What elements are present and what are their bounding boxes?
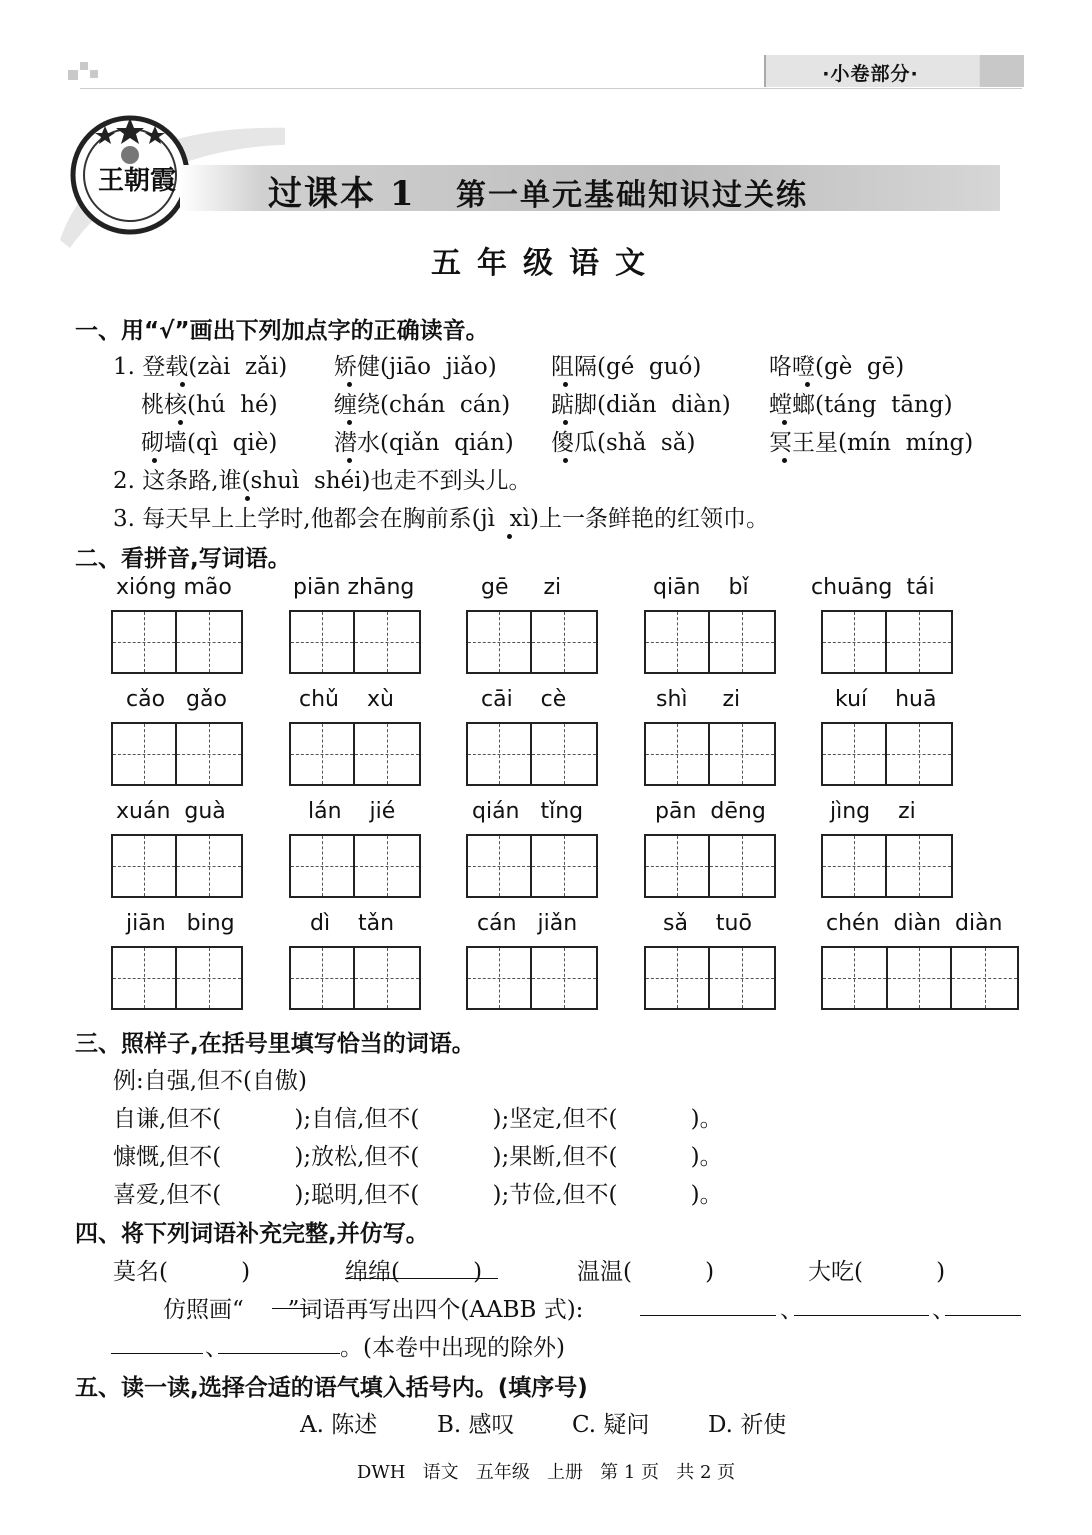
emphasis-dot <box>178 420 183 425</box>
inline-blank <box>272 1308 310 1309</box>
pinyin: chén diàn diàn <box>826 911 1003 936</box>
decor-square <box>80 62 88 70</box>
writing-grid[interactable] <box>466 834 598 898</box>
q5-option: B. 感叹 <box>437 1412 515 1438</box>
writing-grid[interactable] <box>644 610 776 674</box>
answer-blank[interactable] <box>218 1353 340 1354</box>
pinyin: qiān bǐ <box>653 575 749 600</box>
writing-grid[interactable] <box>644 834 776 898</box>
q2-heading: 二、看拼音,写词语。 <box>75 546 291 572</box>
q1-item: 踮脚(diǎn diàn) <box>551 392 731 418</box>
q1-item: 咯噔(gè gē) <box>769 354 905 380</box>
q4-note: 。(本卷中出现的除外) <box>340 1335 565 1361</box>
writing-grid[interactable] <box>821 834 953 898</box>
pinyin: chuāng tái <box>811 575 935 600</box>
unit-title: 第一单元基础知识过关练 <box>456 178 808 213</box>
q1-item: 缠绕(chán cán) <box>334 392 511 418</box>
emphasis-dot <box>245 496 250 501</box>
q3-heading: 三、照样子,在括号里填写恰当的词语。 <box>75 1031 475 1057</box>
q1-item: 桃核(hú hé) <box>141 392 278 418</box>
answer-blank[interactable] <box>640 1315 776 1316</box>
header-rule <box>80 88 1022 89</box>
q1-item: 傻瓜(shǎ sǎ) <box>551 430 696 456</box>
pinyin: qián tǐng <box>472 799 584 824</box>
q4-word-example: 绵绵( ) <box>345 1259 483 1285</box>
separator: 、 <box>205 1335 228 1361</box>
emphasis-dot <box>507 534 512 539</box>
emphasis-dot <box>347 458 352 463</box>
emphasis-dot <box>347 382 352 387</box>
q1-item: 冥王星(mín míng) <box>769 430 974 456</box>
q5-heading: 五、读一读,选择合适的语气填入括号内。(填序号) <box>75 1375 588 1401</box>
emphasis-dot <box>563 420 568 425</box>
q5-option: C. 疑问 <box>572 1412 650 1438</box>
q3-line: 自谦,但不( );自信,但不( );坚定,但不( )。 <box>113 1106 723 1132</box>
q3-line: 喜爱,但不( );聪明,但不( );节俭,但不( )。 <box>113 1182 723 1208</box>
pinyin: pān dēng <box>655 799 766 824</box>
q1-item: 2. 这条路,谁(shuì shéi)也走不到头儿。 <box>113 468 532 494</box>
writing-grid[interactable] <box>644 722 776 786</box>
emphasis-dot <box>152 458 157 463</box>
q1-heading: 一、用“√”画出下列加点字的正确读音。 <box>75 318 489 344</box>
logo-text: 王朝霞 <box>98 166 177 196</box>
separator: 、 <box>932 1297 955 1323</box>
q1-item: 砌墙(qì qiè) <box>141 430 278 456</box>
separator: 、 <box>780 1297 803 1323</box>
pinyin: piān zhāng <box>293 575 415 600</box>
pinyin: jìng zi <box>830 799 916 824</box>
q1-item: 矫健(jiāo jiǎo) <box>334 354 497 380</box>
pinyin: lán jié <box>308 799 396 824</box>
grade-subject: 五年级语文 <box>431 246 661 281</box>
pinyin: xuán guà <box>116 799 226 824</box>
example-underline <box>345 1278 498 1279</box>
writing-grid[interactable] <box>111 834 243 898</box>
q4-heading: 四、将下列词语补充完整,并仿写。 <box>75 1221 429 1247</box>
writing-grid[interactable] <box>289 946 421 1010</box>
emphasis-dot <box>805 382 810 387</box>
answer-blank[interactable] <box>945 1315 1021 1316</box>
writing-grid[interactable] <box>821 610 953 674</box>
q4-word: 大吃( ) <box>808 1259 946 1285</box>
emphasis-dot <box>782 458 787 463</box>
pinyin: gē zi <box>481 575 562 600</box>
pinyin: cán jiǎn <box>477 911 578 936</box>
writing-grid[interactable] <box>644 946 776 1010</box>
writing-grid[interactable] <box>466 610 598 674</box>
q1-item: 3. 每天早上上学时,他都会在胸前系(jì xì)上一条鲜艳的红领巾。 <box>113 506 769 532</box>
q5-option: A. 陈述 <box>300 1412 378 1438</box>
emphasis-dot <box>347 420 352 425</box>
writing-grid[interactable] <box>289 722 421 786</box>
q3-example: 例:自强,但不(自傲) <box>113 1068 308 1094</box>
q5-option: D. 祈使 <box>708 1412 787 1438</box>
pinyin: jiān bing <box>126 911 235 936</box>
q4-imitate-prompt: 仿照画“ ”词语再写出四个(AABB 式): <box>163 1297 584 1323</box>
pinyin: cǎo gǎo <box>126 687 227 712</box>
pinyin: kuí huā <box>835 687 937 712</box>
q4-word: 莫名( ) <box>113 1259 251 1285</box>
writing-grid[interactable] <box>111 610 243 674</box>
section-tag: ·小卷部分· <box>822 63 919 85</box>
pinyin: xióng mão <box>116 575 232 600</box>
writing-grid[interactable] <box>466 722 598 786</box>
page-footer: DWH 语文 五年级 上册 第 1 页 共 2 页 <box>356 1462 736 1483</box>
answer-blank[interactable] <box>111 1353 203 1354</box>
writing-grid[interactable] <box>289 610 421 674</box>
pinyin: sǎ tuō <box>663 911 752 936</box>
q4-word: 温温( ) <box>577 1259 715 1285</box>
pinyin: shì zi <box>656 687 741 712</box>
q1-item: 阻隔(gé guó) <box>551 354 702 380</box>
writing-grid[interactable] <box>821 946 1019 1010</box>
pinyin: cāi cè <box>481 687 567 712</box>
q1-item: 潜水(qiǎn qián) <box>334 430 514 456</box>
q1-item: 1. 登载(zài zǎi) <box>113 354 288 380</box>
q1-item: 螳螂(táng tāng) <box>769 392 953 418</box>
pinyin: dì tǎn <box>310 911 395 936</box>
decor-square <box>90 70 98 78</box>
decor-square <box>68 70 78 80</box>
emphasis-dot <box>782 420 787 425</box>
writing-grid[interactable] <box>289 834 421 898</box>
writing-grid[interactable] <box>111 722 243 786</box>
emphasis-dot <box>563 382 568 387</box>
answer-blank[interactable] <box>794 1315 929 1316</box>
writing-grid[interactable] <box>821 722 953 786</box>
pinyin: chǔ xù <box>299 687 394 712</box>
writing-grid[interactable] <box>111 946 243 1010</box>
emphasis-dot <box>180 382 185 387</box>
emphasis-dot <box>563 458 568 463</box>
lesson-title: 过课本 1 <box>268 174 416 214</box>
writing-grid[interactable] <box>466 946 598 1010</box>
q3-line: 慷慨,但不( );放松,但不( );果断,但不( )。 <box>113 1144 723 1170</box>
